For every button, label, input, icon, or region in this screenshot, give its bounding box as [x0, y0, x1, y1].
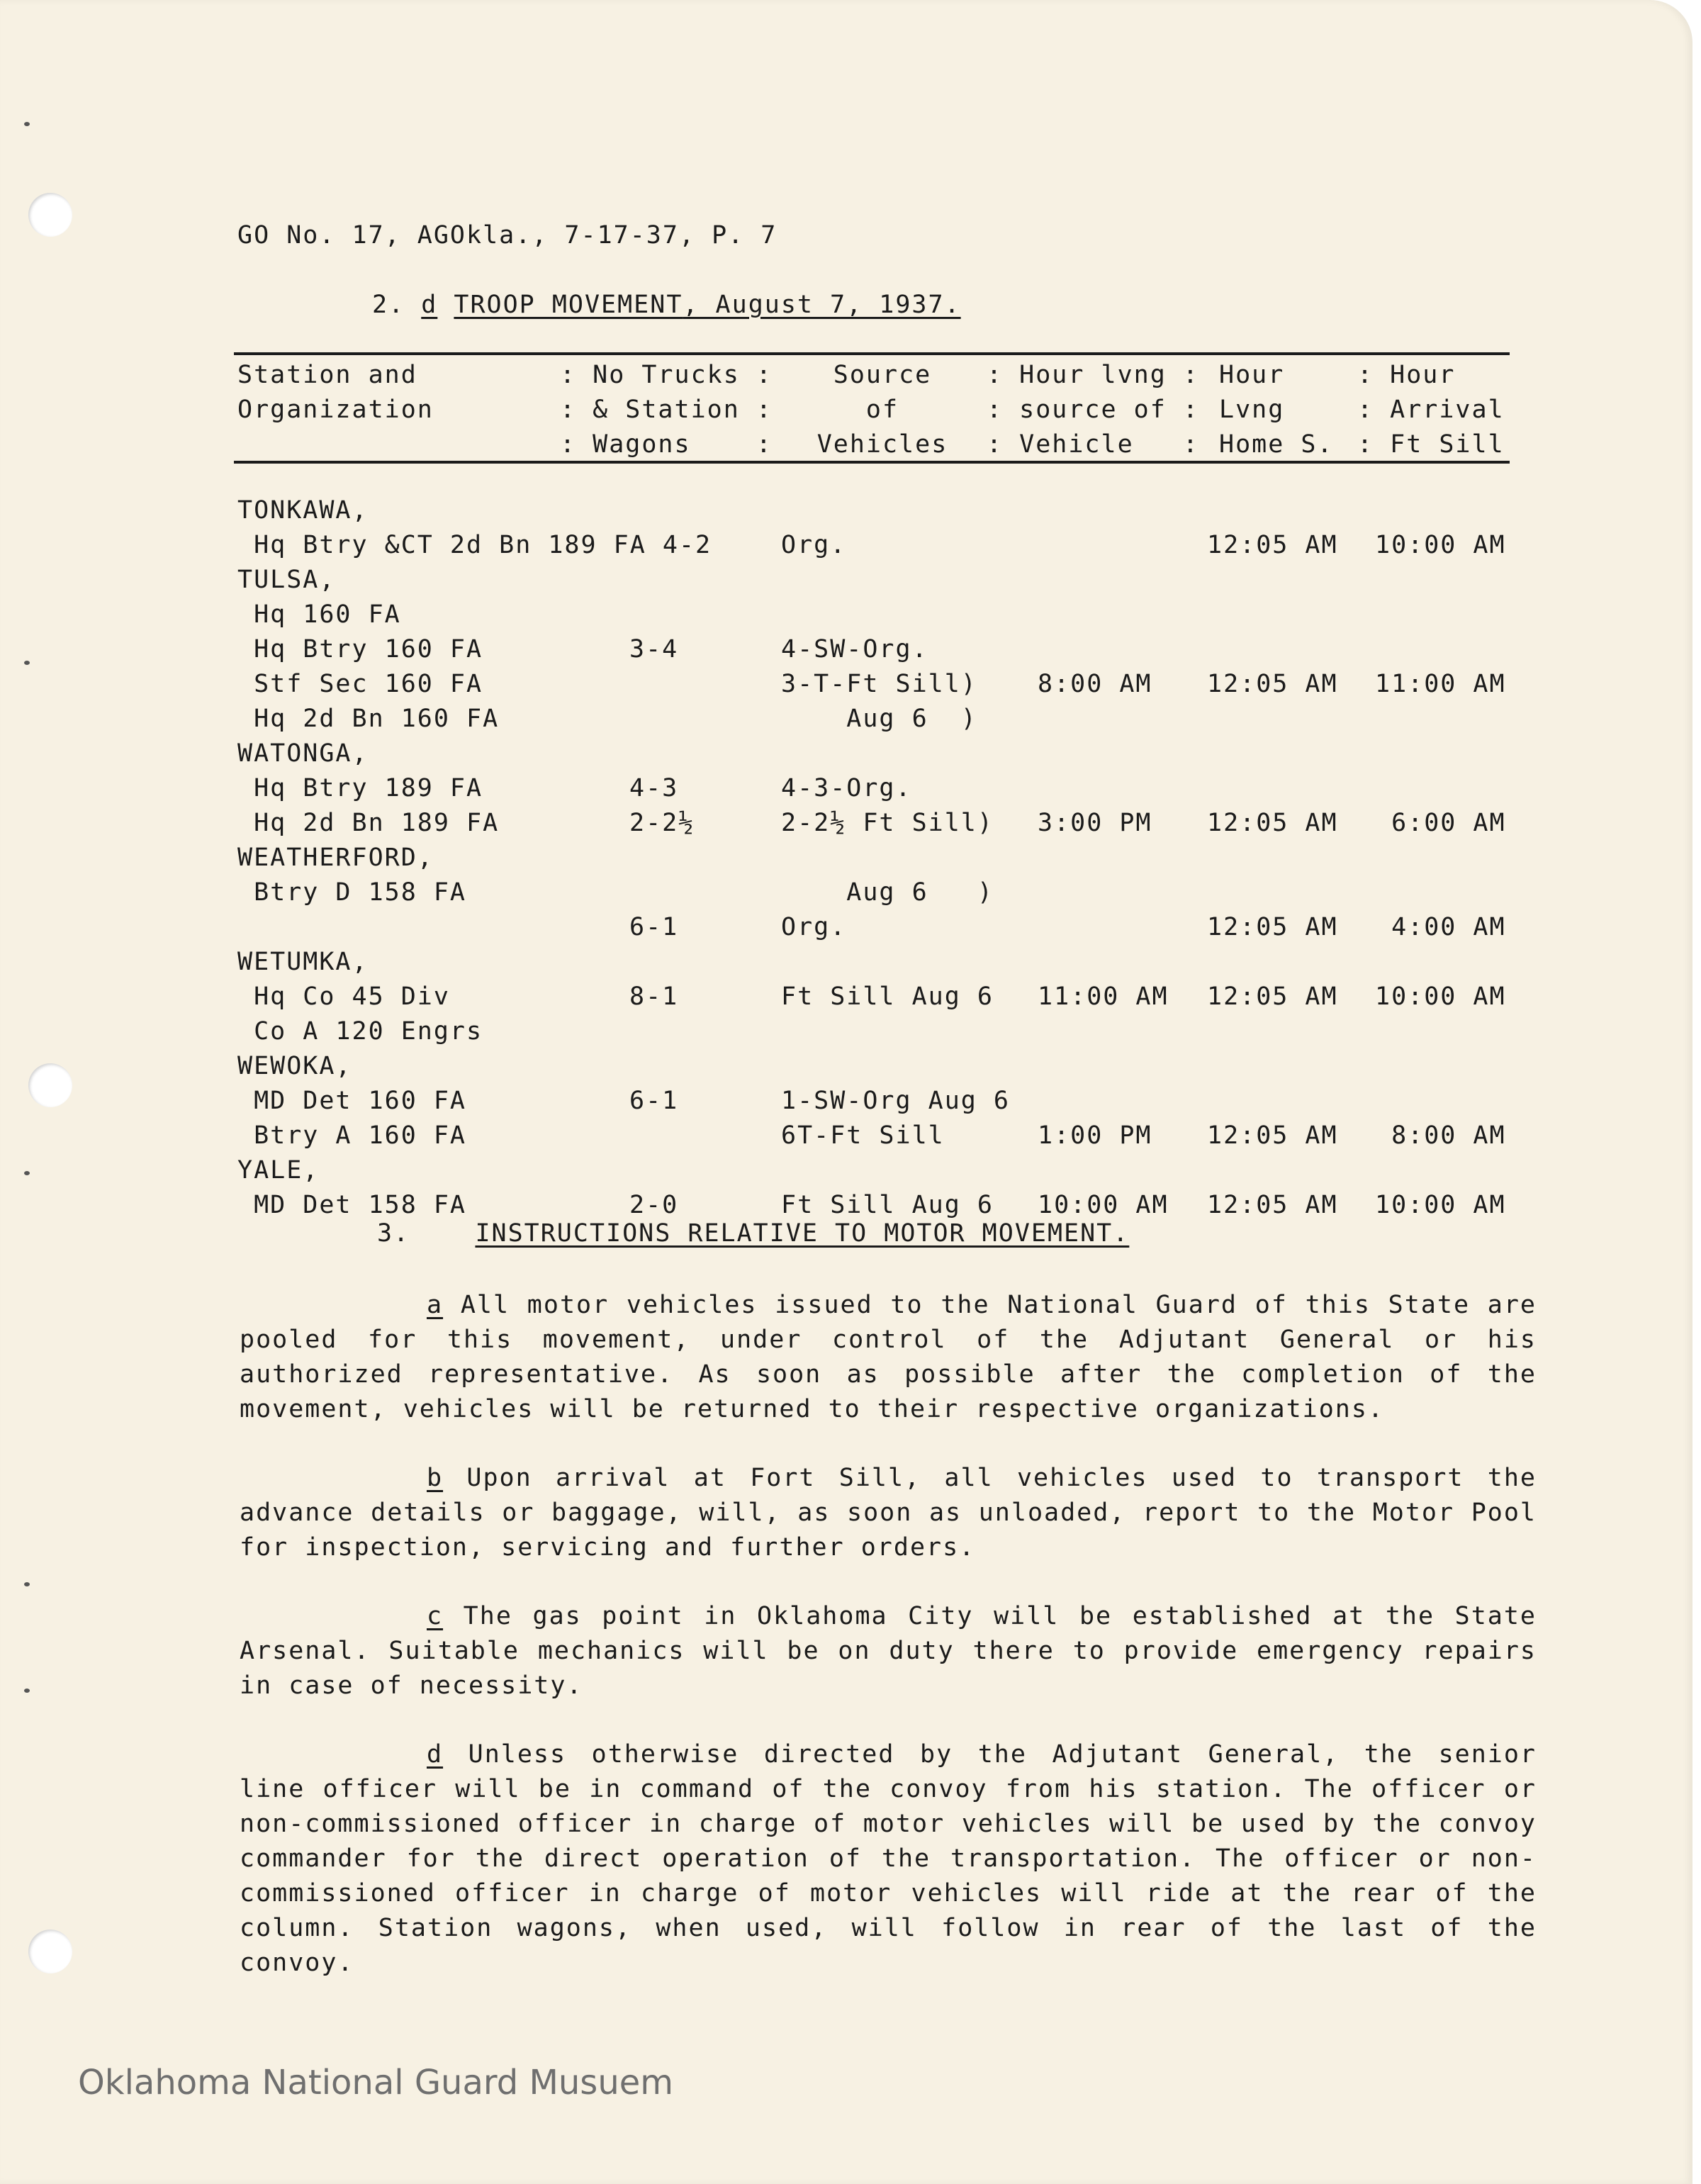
cell-trucks: 2-0 — [629, 1191, 679, 1219]
cell-hour-lvng-source: 1:00 PM — [1038, 1121, 1152, 1150]
cell-hour-lvng-home: 12:05 AM — [1207, 982, 1338, 1011]
cell-trucks: 4-3 — [629, 774, 679, 802]
paragraph-letter: a — [427, 1291, 444, 1319]
paragraph-text: The gas point in Oklahoma City will be established at the State Arsenal. Suitable mechanics will be on duty there to provide emergency repairs in case of necessity. — [240, 1602, 1537, 1700]
col-header-hour-lvng-home: Hour Lvng Home S. — [1219, 361, 1334, 459]
cell-organization: WEWOKA, — [237, 1052, 352, 1080]
cell-hour-lvng-home: 12:05 AM — [1207, 531, 1338, 559]
cell-hour-lvng-source: 8:00 AM — [1038, 670, 1152, 698]
cell-organization: WETUMKA, — [237, 948, 369, 976]
paragraph-d — [240, 1737, 1537, 1981]
table-row — [0, 1014, 1692, 1049]
cell-source: 4-3-Org. — [781, 774, 912, 802]
paragraph-text: Upon arrival at Fort Sill, all vehicles used to transport the advance details or baggage, will, as soon as unloaded, report to the Motor Pool for inspection, servicing and further orders. — [240, 1464, 1537, 1562]
cell-arrival: 11:00 AM — [1375, 670, 1506, 698]
cell-organization: Btry A 160 FA — [237, 1121, 467, 1150]
cell-trucks: 2-2½ — [629, 809, 695, 837]
section-3-number: 3. — [377, 1219, 410, 1248]
cell-organization: Hq 2d Bn 160 FA — [237, 705, 500, 733]
cell-arrival: 6:00 AM — [1375, 809, 1506, 837]
cell-organization: Hq Btry 160 FA — [237, 635, 483, 663]
museum-watermark: Oklahoma National Guard Musuem — [78, 2063, 674, 2102]
cell-organization: YALE, — [237, 1156, 320, 1185]
cell-hour-lvng-home: 12:05 AM — [1207, 1121, 1338, 1150]
cell-organization: MD Det 160 FA — [237, 1087, 467, 1115]
paper-speck — [24, 122, 30, 126]
cell-organization: Stf Sec 160 FA — [237, 670, 483, 698]
cell-trucks: 3-4 — [629, 635, 679, 663]
section-2-letter: d — [421, 291, 438, 319]
cell-hour-lvng-source: 11:00 AM — [1038, 982, 1169, 1011]
table-top-rule — [234, 352, 1510, 355]
section-2-heading — [372, 291, 961, 319]
table-row — [0, 632, 1692, 667]
table-row — [0, 980, 1692, 1014]
binder-hole — [28, 1930, 72, 1973]
cell-organization: Hq Btry 189 FA — [237, 774, 483, 802]
cell-source: Aug 6 ) — [781, 878, 994, 907]
paragraph-text: All motor vehicles issued to the National Guard of this State are pooled for this movement, under control of the Adjutant General or his authorized representative. As soon as possible after the completion of the movement, vehicles will be returned to their respective organizations. — [240, 1291, 1537, 1423]
table-row — [0, 910, 1692, 945]
paragraph-letter: d — [427, 1740, 444, 1769]
col-header-trucks: : No Trucks : : & Station : : Wagons : — [560, 361, 773, 459]
paper-speck — [24, 1689, 30, 1693]
cell-hour-lvng-home: 12:05 AM — [1207, 670, 1338, 698]
paragraph-text: Unless otherwise directed by the Adjutant General, the senior line officer will be in command of the convoy from his station. The officer or non-commissioned officer in charge of motor vehicles will be used by the convoy commander for the direct operation of the transportation. The officer or non-commissioned officer in charge of motor vehicles will ride at the rear of the column. Station wagons, when used, will follow in rear of the last of the convoy. — [240, 1740, 1537, 1977]
table-row — [0, 1084, 1692, 1119]
col-header-hour-lvng-source: : Hour lvng : : source of : : Vehicle : — [987, 361, 1199, 459]
table-row — [0, 1153, 1692, 1188]
section-3-title: INSTRUCTIONS RELATIVE TO MOTOR MOVEMENT. — [475, 1219, 1130, 1248]
cell-organization: Hq 2d Bn 189 FA — [237, 809, 500, 837]
cell-arrival: 10:00 AM — [1375, 531, 1506, 559]
cell-arrival: 10:00 AM — [1375, 982, 1506, 1011]
cell-source: 4-SW-Org. — [781, 635, 928, 663]
cell-source: 6T-Ft Sill — [781, 1121, 945, 1150]
paragraph-c — [240, 1599, 1537, 1703]
cell-trucks: 6-1 — [629, 1087, 679, 1115]
table-row — [0, 841, 1692, 875]
cell-organization: WATONGA, — [237, 739, 369, 768]
table-row — [0, 1049, 1692, 1084]
table-row — [0, 563, 1692, 598]
cell-organization: Co A 120 Engrs — [237, 1017, 483, 1046]
cell-organization: Btry D 158 FA — [237, 878, 467, 907]
cell-organization: TONKAWA, — [237, 496, 369, 525]
col-header-arrival: : Hour : Arrival : Ft Sill — [1357, 361, 1505, 459]
cell-source: Ft Sill Aug 6 — [781, 1191, 994, 1219]
cell-hour-lvng-source: 10:00 AM — [1038, 1191, 1169, 1219]
table-row — [0, 1188, 1692, 1223]
table-row — [0, 737, 1692, 771]
table-row — [0, 1119, 1692, 1153]
paragraph-b — [240, 1461, 1537, 1565]
section-2-number: 2. — [372, 291, 405, 319]
cell-source: Aug 6 ) — [781, 705, 977, 733]
cell-trucks: 8-1 — [629, 982, 679, 1011]
cell-arrival: 8:00 AM — [1375, 1121, 1506, 1150]
cell-hour-lvng-source: 3:00 PM — [1038, 809, 1152, 837]
cell-hour-lvng-home: 12:05 AM — [1207, 1191, 1338, 1219]
table-row — [0, 702, 1692, 737]
cell-organization: WEATHERFORD, — [237, 844, 434, 872]
table-row — [0, 806, 1692, 841]
paragraph-a — [240, 1288, 1537, 1427]
cell-organization: Hq Btry &CT 2d Bn 189 FA 4-2 — [237, 531, 712, 559]
cell-organization: TULSA, — [237, 566, 336, 594]
cell-source: Org. — [781, 531, 847, 559]
header-reference: GO No. 17, AGOkla., 7-17-37, P. 7 — [237, 221, 777, 250]
paragraph-letter: b — [427, 1464, 444, 1492]
table-row — [0, 875, 1692, 910]
cell-trucks: 6-1 — [629, 913, 679, 941]
cell-organization: MD Det 158 FA — [237, 1191, 467, 1219]
table-row — [0, 528, 1692, 563]
table-row — [0, 945, 1692, 980]
cell-source: 2-2½ Ft Sill) — [781, 809, 994, 837]
table-row — [0, 493, 1692, 528]
section-2-title: TROOP MOVEMENT — [454, 291, 683, 319]
cell-source: Org. — [781, 913, 847, 941]
col-header-source: Source of Vehicles — [816, 361, 948, 459]
paper-speck — [24, 1582, 30, 1586]
cell-organization: Hq 160 FA — [237, 600, 401, 629]
col-header-station: Station and Organization — [237, 361, 434, 424]
binder-hole — [28, 193, 72, 237]
cell-arrival: 10:00 AM — [1375, 1191, 1506, 1219]
table-header-rule — [234, 461, 1510, 464]
cell-hour-lvng-home: 12:05 AM — [1207, 809, 1338, 837]
cell-source: 3-T-Ft Sill) — [781, 670, 977, 698]
table-row — [0, 667, 1692, 702]
section-3-heading — [377, 1219, 1129, 1248]
cell-hour-lvng-home: 12:05 AM — [1207, 913, 1338, 941]
cell-source: Ft Sill Aug 6 — [781, 982, 994, 1011]
cell-organization: Hq Co 45 Div — [237, 982, 450, 1011]
cell-source: 1-SW-Org Aug 6 — [781, 1087, 1011, 1115]
cell-arrival: 4:00 AM — [1375, 913, 1506, 941]
table-row — [0, 771, 1692, 806]
paragraph-letter: c — [427, 1602, 444, 1630]
table-row — [0, 598, 1692, 632]
section-2-date: , August 7, 1937. — [683, 291, 961, 319]
